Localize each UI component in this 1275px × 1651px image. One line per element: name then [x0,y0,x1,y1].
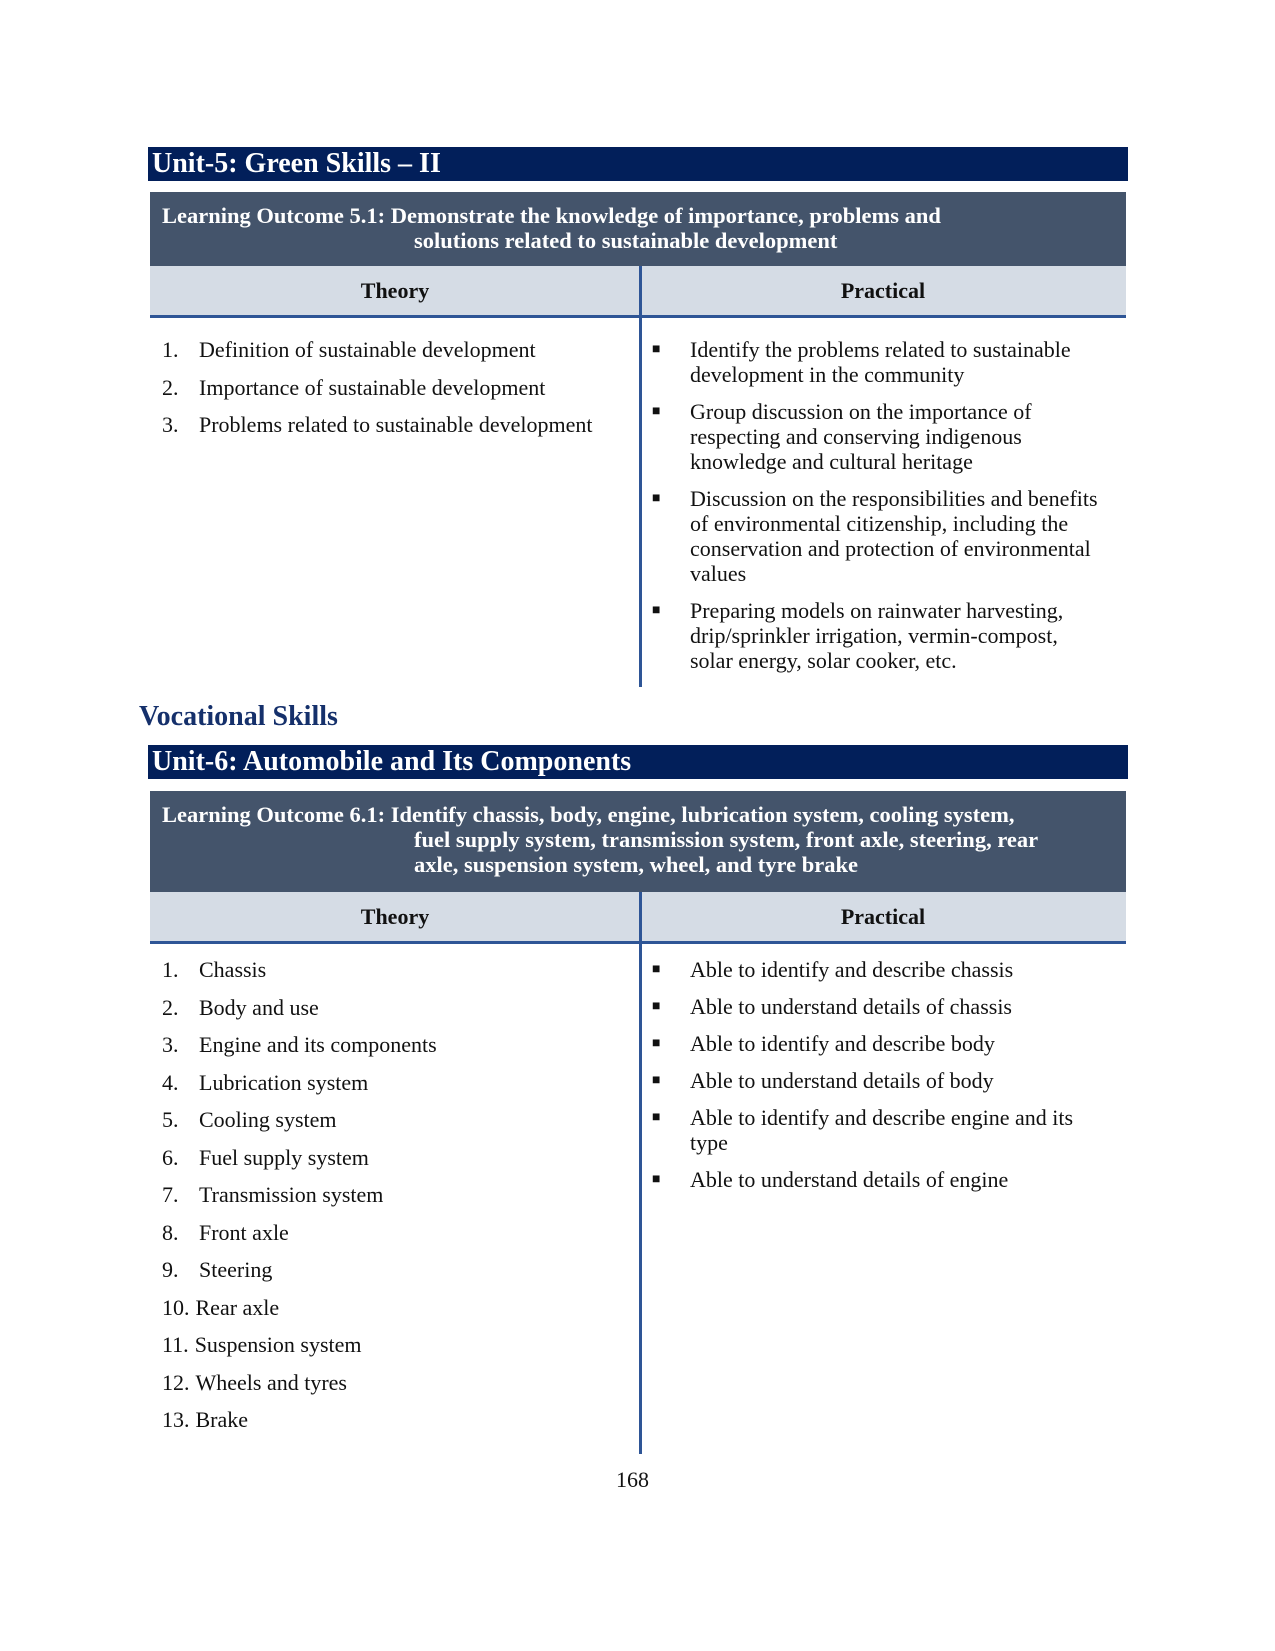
square-bullet-icon: ■ [652,962,661,977]
list-item [162,1332,437,1370]
list-text: Wheels and tyres [195,1369,347,1395]
list-number: 7. [162,1182,179,1207]
list-text: Transmission system [199,1182,384,1207]
unit6-column-divider [639,892,642,1454]
unit5-theory-header: Theory [360,278,430,303]
unit5-practical-header: Practical [840,278,926,303]
list-item [162,1070,437,1108]
list-text: Problems related to sustainable development [199,412,593,437]
list-text: Able to identify and describe chassis [690,957,1014,982]
unit6-practical-list [652,957,1102,1204]
unit6-lo-line3: axle, suspension system, wheel, and tyre brake [414,852,858,877]
list-text: Able to understand details of engine [690,1167,1009,1192]
list-item [162,1032,437,1070]
page-number: 168 [616,1467,649,1492]
list-item [162,1295,437,1333]
unit6-title: Unit-6: Automobile and Its Components [148,745,1128,779]
list-item [652,994,1102,1019]
unit6-lo-line1: Learning Outcome 6.1: Identify chassis, body, engine, lubrication system, cooling system, [162,802,1015,827]
list-text: Chassis [199,957,267,982]
list-number: 2. [162,374,179,400]
list-text: Lubrication system [199,1069,369,1095]
vocational-skills-heading: Vocational Skills [139,701,338,732]
unit5-lo-line2: solutions related to sustainable development [414,228,838,253]
list-number: 5. [162,1107,179,1132]
list-item [652,486,1102,586]
list-number: 13. [162,1407,190,1432]
list-item [162,1407,437,1445]
square-bullet-icon: ■ [652,1172,661,1187]
square-bullet-icon: ■ [652,603,661,618]
list-text: Steering [199,1257,273,1282]
list-number: 4. [162,1069,179,1095]
list-item [162,1370,437,1408]
square-bullet-icon: ■ [652,1036,661,1051]
list-text: Discussion on the responsibilities and benefits of environmental citizenship, including the conservation and protection of environmental values [690,486,1098,586]
list-item [162,1145,437,1183]
list-item [162,337,592,375]
list-number: 6. [162,1144,179,1170]
square-bullet-icon: ■ [652,491,661,506]
list-text: Front axle [199,1219,289,1245]
unit6-theory-header: Theory [360,904,430,929]
unit5-title: Unit-5: Green Skills – II [148,147,1128,181]
unit6-theory-list [162,957,437,1445]
list-item [162,995,437,1033]
list-text: Brake [195,1407,249,1432]
list-item [162,1220,437,1258]
list-text: Group discussion on the importance of respecting and conserving indigenous knowledge and cultural heritage [690,399,1032,474]
list-text: Engine and its components [199,1032,437,1057]
list-number: 8. [162,1219,179,1245]
list-item [652,1068,1102,1093]
list-text: Able to understand details of body [690,1068,994,1093]
square-bullet-icon: ■ [652,404,661,419]
unit6-practical-header: Practical [840,904,926,929]
list-text: Definition of sustainable development [199,337,536,362]
list-item [652,399,1102,474]
unit6-lo-line2: fuel supply system, transmission system, front axle, steering, rear [414,827,1039,852]
list-item [652,1167,1102,1192]
unit6-learning-outcome [150,791,1126,892]
unit6-column-headers [150,892,1126,944]
unit5-learning-outcome [150,192,1126,266]
list-item [162,375,592,413]
list-text: Rear axle [195,1294,280,1320]
list-text: Preparing models on rainwater harvesting, drip/sprinkler irrigation, vermin-compost, solar energy, solar cooker, etc. [690,598,1064,673]
unit5-theory-list [162,337,592,450]
list-number: 3. [162,412,179,437]
unit5-column-headers [150,266,1126,318]
square-bullet-icon: ■ [652,1110,661,1125]
square-bullet-icon: ■ [652,999,661,1014]
list-number: 2. [162,994,179,1020]
list-number: 12. [162,1369,190,1395]
list-item [162,1257,437,1295]
list-item [652,598,1102,673]
list-item [162,412,592,450]
list-number: 10. [162,1294,190,1320]
list-number: 9. [162,1257,179,1282]
list-number: 3. [162,1032,179,1057]
list-text: Suspension system [194,1332,362,1357]
list-number: 1. [162,957,179,982]
list-number: 11. [162,1332,189,1357]
list-text: Able to identify and describe engine and its type [690,1105,1074,1155]
list-text: Identify the problems related to sustainable development in the community [690,337,1071,387]
list-text: Fuel supply system [199,1144,369,1170]
list-item [162,1182,437,1220]
list-item [162,957,437,995]
list-item [652,1031,1102,1056]
unit5-column-divider [639,266,642,687]
list-item [652,337,1102,387]
list-number: 1. [162,337,179,362]
square-bullet-icon: ■ [652,1073,661,1088]
unit5-practical-list [652,337,1102,685]
list-text: Body and use [199,994,319,1020]
list-text: Importance of sustainable development [199,374,546,400]
list-item [652,1105,1102,1155]
list-item [652,957,1102,982]
list-text: Able to understand details of chassis [690,994,1012,1019]
square-bullet-icon: ■ [652,342,661,357]
unit5-lo-line1: Learning Outcome 5.1: Demonstrate the knowledge of importance, problems and [162,203,941,228]
list-text: Able to identify and describe body [690,1031,995,1056]
list-item [162,1107,437,1145]
list-text: Cooling system [199,1107,337,1132]
